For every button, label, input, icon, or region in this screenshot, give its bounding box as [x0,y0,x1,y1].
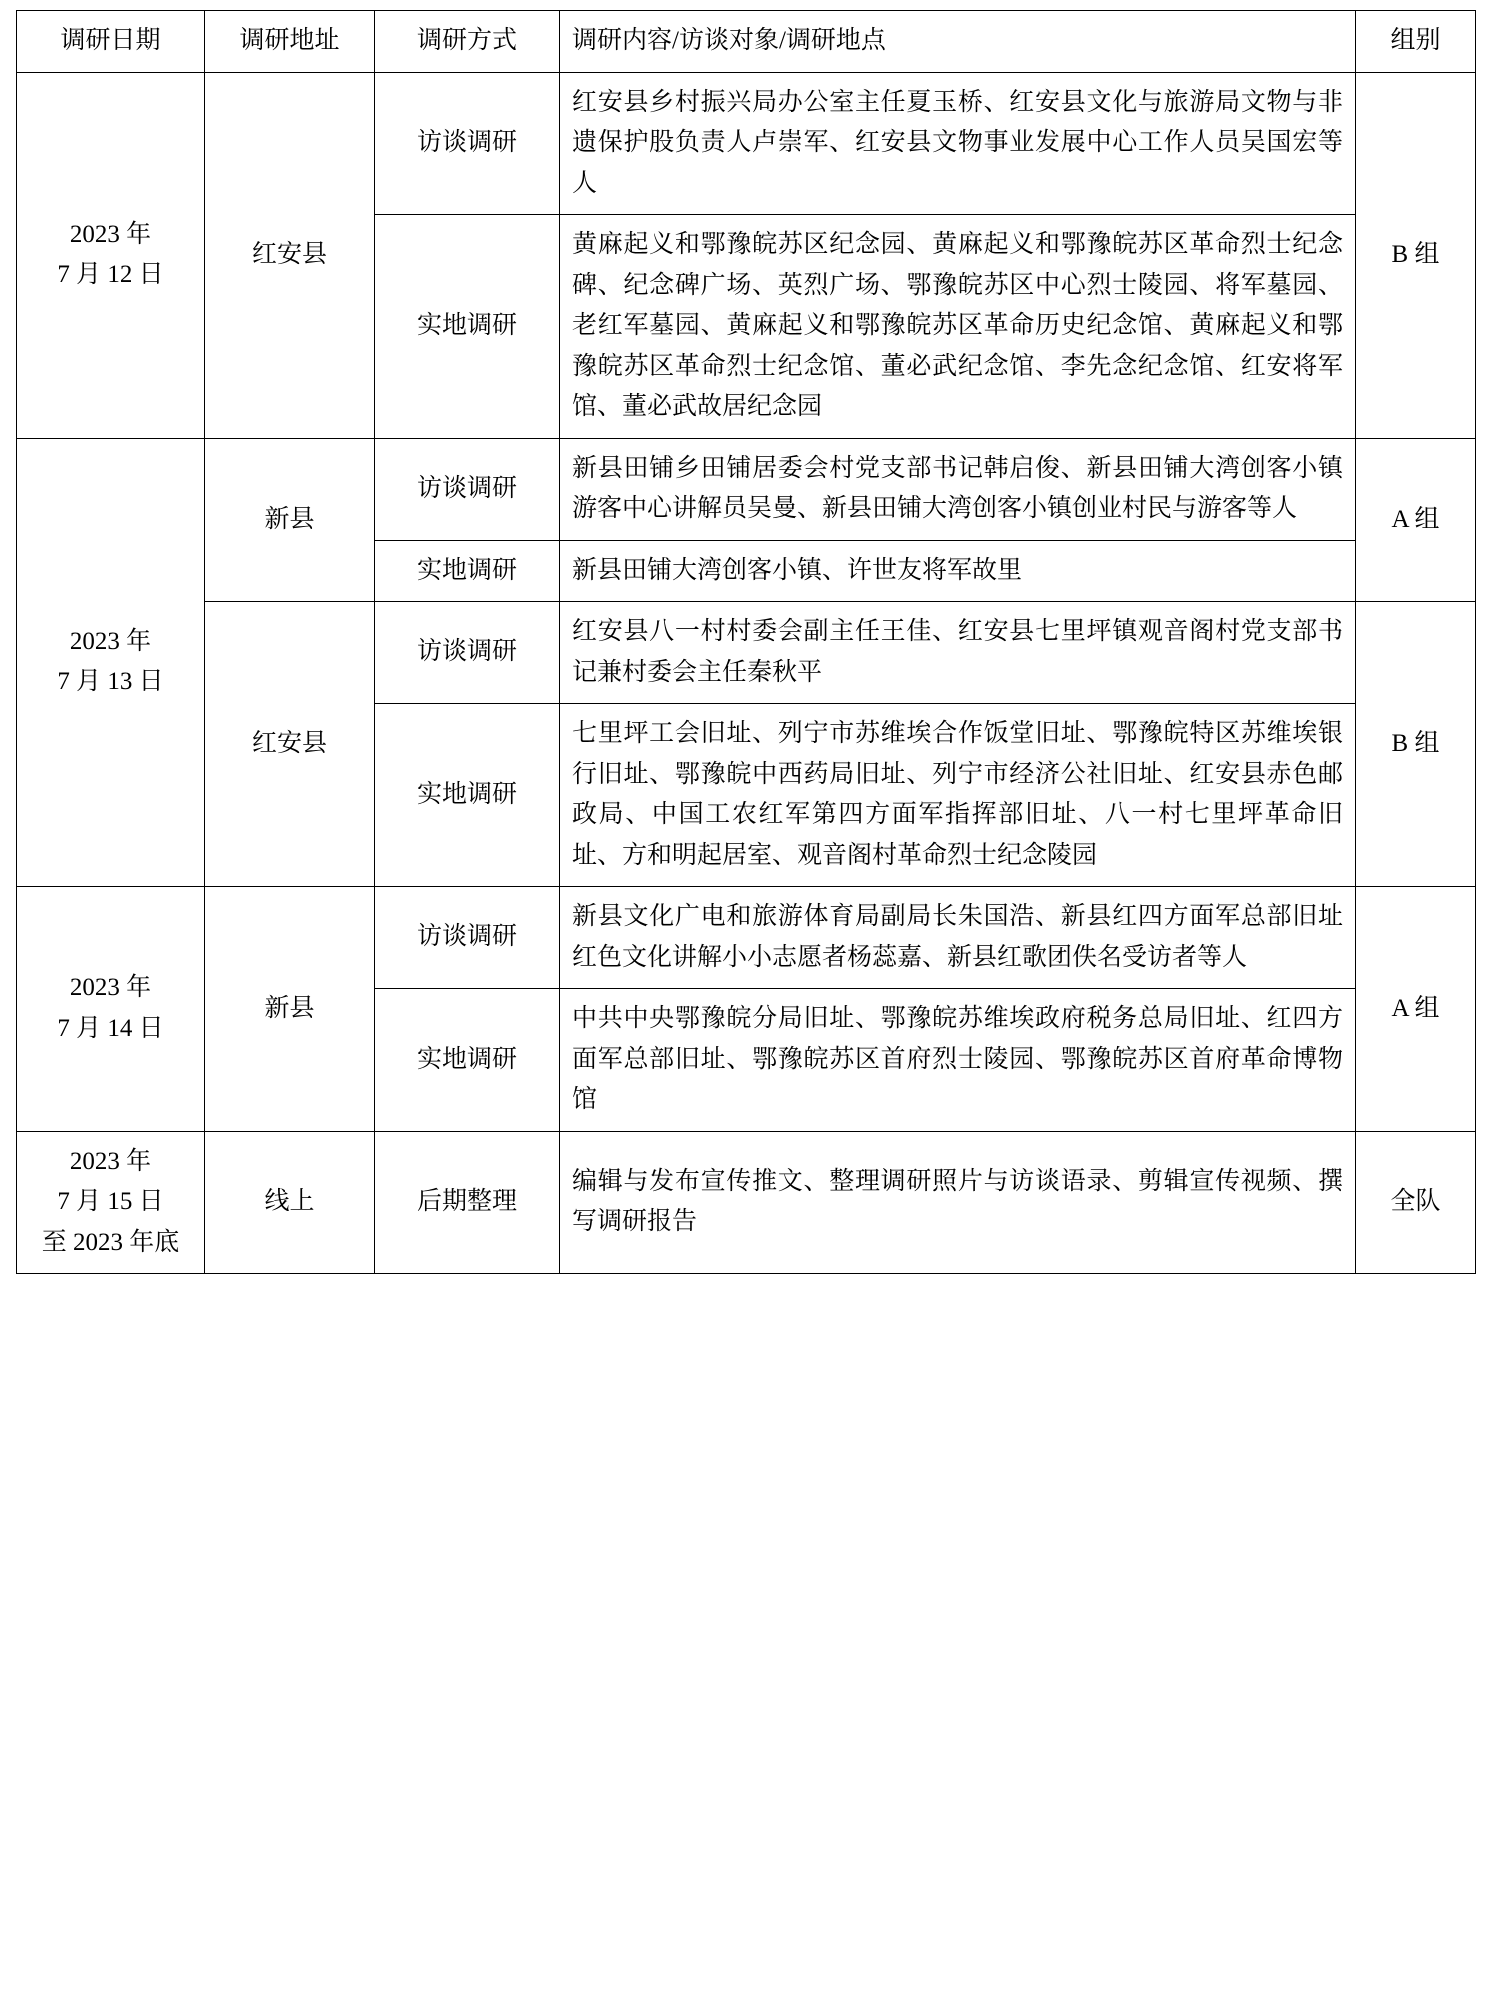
cell-method: 访谈调研 [375,72,560,215]
cell-place: 新县 [205,887,375,1132]
cell-method: 实地调研 [375,989,560,1132]
cell-date [17,1131,205,1274]
header-content: 调研内容/访谈对象/调研地点 [560,11,1356,73]
cell-content: 黄麻起义和鄂豫皖苏区纪念园、黄麻起义和鄂豫皖苏区革命烈士纪念碑、纪念碑广场、英烈广场、鄂豫皖苏区中心烈士陵园、将军墓园、老红军墓园、黄麻起义和鄂豫皖苏区革命历史纪念馆、黄麻起义和鄂豫皖苏区革命烈士纪念馆、董必武纪念馆、李先念纪念馆、红安将军馆、董必武故居纪念园 [560,215,1356,439]
cell-group: 全队 [1356,1131,1476,1274]
cell-method: 实地调研 [375,704,560,887]
header-place: 调研地址 [205,11,375,73]
date-line: 7 月 12 日 [57,261,164,288]
cell-method: 实地调研 [375,215,560,439]
table-row [17,438,1476,540]
cell-group: A 组 [1356,438,1476,602]
date-line: 至 2023 年底 [41,1228,180,1256]
table-row [17,887,1476,989]
cell-group: B 组 [1356,602,1476,887]
cell-place: 红安县 [205,602,375,887]
cell-content: 新县田铺大湾创客小镇、许世友将军故里 [560,540,1356,602]
cell-date [17,438,205,887]
date-line: 7 月 14 日 [57,1014,164,1042]
survey-schedule-table [16,10,1476,1274]
cell-method: 实地调研 [375,540,560,602]
cell-place: 线上 [205,1131,375,1274]
table-row [17,602,1476,704]
cell-content: 红安县乡村振兴局办公室主任夏玉桥、红安县文化与旅游局文物与非遗保护股负责人卢崇军、红安县文物事业发展中心工作人员吴国宏等人 [560,72,1356,215]
table-header [17,11,1476,73]
cell-content: 编辑与发布宣传推文、整理调研照片与访谈语录、剪辑宣传视频、撰写调研报告 [560,1131,1356,1274]
cell-content: 新县田铺乡田铺居委会村党支部书记韩启俊、新县田铺大湾创客小镇游客中心讲解员吴曼、新县田铺大湾创客小镇创业村民与游客等人 [560,438,1356,540]
header-group: 组别 [1356,11,1476,73]
header-date: 调研日期 [17,11,205,73]
header-row [17,11,1476,73]
cell-place: 红安县 [205,72,375,438]
cell-group: A 组 [1356,887,1476,1132]
cell-content: 新县文化广电和旅游体育局副局长朱国浩、新县红四方面军总部旧址红色文化讲解小小志愿者杨蕊嘉、新县红歌团佚名受访者等人 [560,887,1356,989]
cell-content: 中共中央鄂豫皖分局旧址、鄂豫皖苏维埃政府税务总局旧址、红四方面军总部旧址、鄂豫皖苏区首府烈士陵园、鄂豫皖苏区首府革命博物馆 [560,989,1356,1132]
date-line: 7 月 15 日 [57,1188,164,1215]
cell-group: B 组 [1356,72,1476,438]
date-line: 2023 年 [69,974,152,1002]
cell-place: 新县 [205,438,375,602]
cell-date [17,887,205,1132]
table-row [17,72,1476,215]
cell-method: 访谈调研 [375,438,560,540]
cell-content: 红安县八一村村委会副主任王佳、红安县七里坪镇观音阁村党支部书记兼村委会主任秦秋平 [560,602,1356,704]
header-method: 调研方式 [375,11,560,73]
date-line: 2023 年 [69,220,152,248]
table-row [17,1131,1476,1274]
cell-method: 访谈调研 [375,602,560,704]
cell-method: 访谈调研 [375,887,560,989]
date-line: 7 月 13 日 [57,668,164,696]
table-body [17,72,1476,1274]
date-line: 2023 年 [69,1147,152,1175]
cell-date [17,72,205,438]
cell-method: 后期整理 [375,1131,560,1274]
date-line: 2023 年 [69,627,152,655]
cell-content: 七里坪工会旧址、列宁市苏维埃合作饭堂旧址、鄂豫皖特区苏维埃银行旧址、鄂豫皖中西药局旧址、列宁市经济公社旧址、红安县赤色邮政局、中国工农红军第四方面军指挥部旧址、八一村七里坪革命旧址、方和明起居室、观音阁村革命烈士纪念陵园 [560,704,1356,887]
